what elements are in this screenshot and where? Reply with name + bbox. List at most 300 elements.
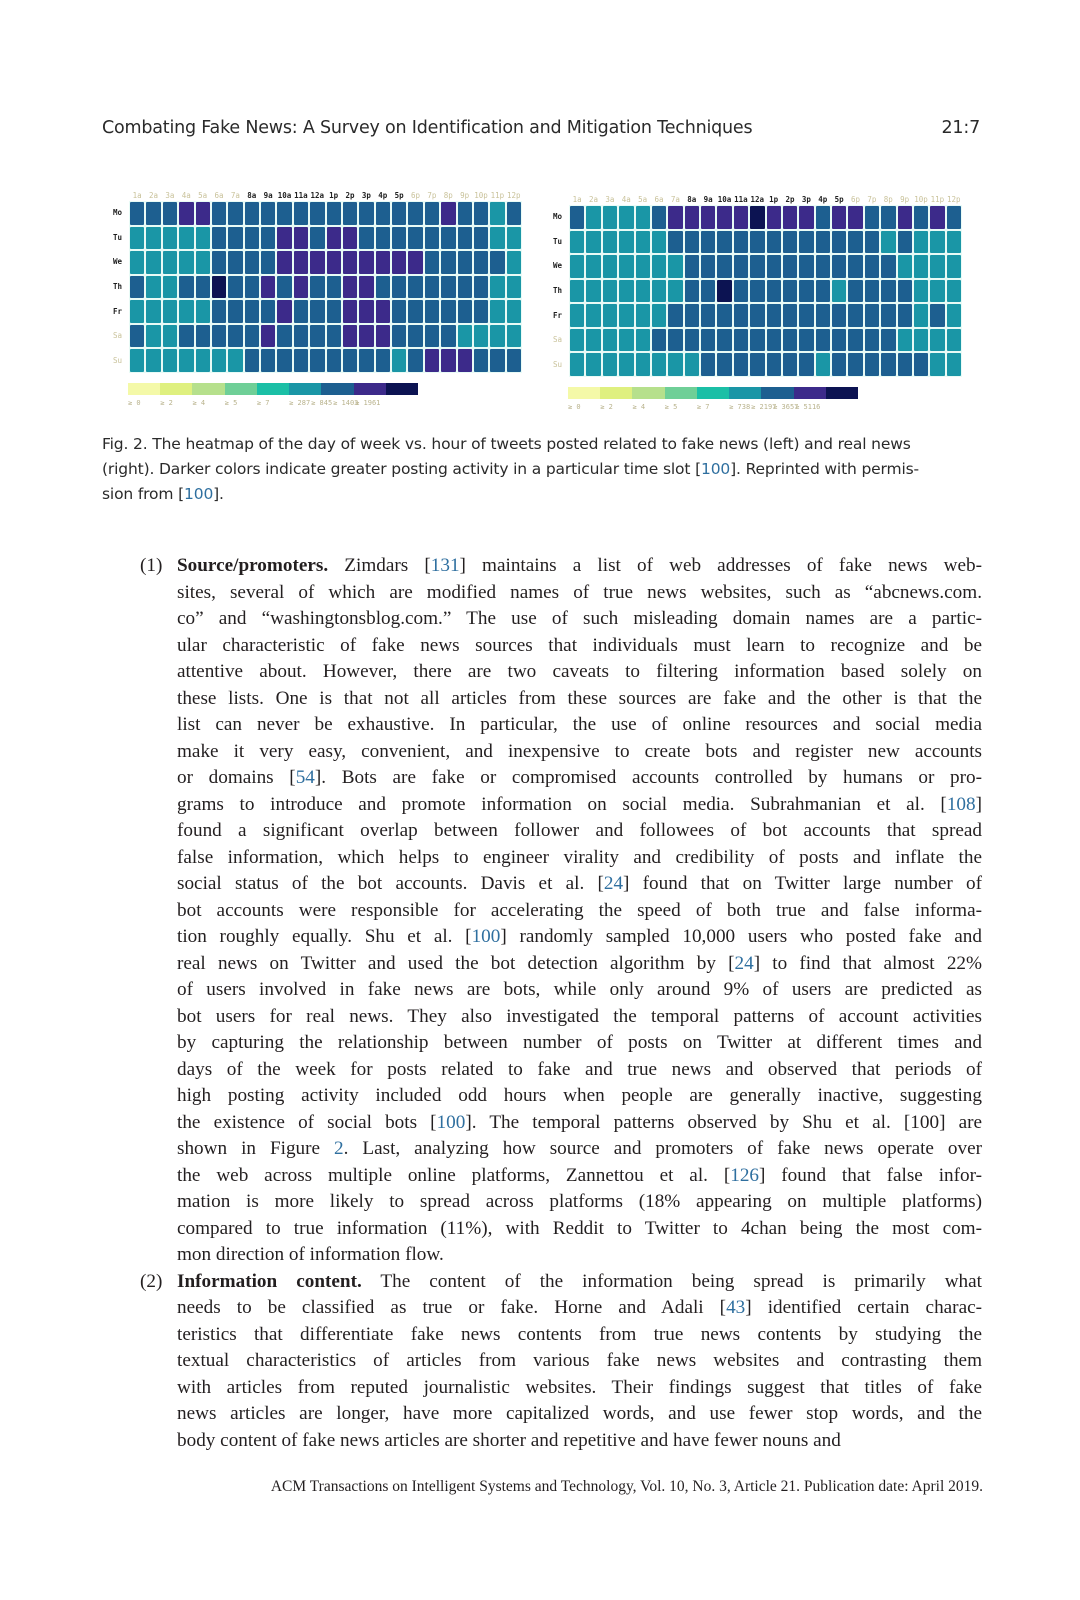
- heatmap-cell: [474, 227, 488, 250]
- heatmap-cell: [767, 353, 781, 376]
- heatmap-cell: [930, 353, 944, 376]
- heatmap-cell: [652, 206, 666, 229]
- heatmap-cell: [783, 231, 797, 254]
- text-line: [177, 898, 982, 925]
- heatmap-cell: [343, 349, 357, 372]
- hour-label: 7p: [427, 191, 437, 200]
- heatmap-cell: [652, 280, 666, 303]
- heatmap-cell: [310, 276, 324, 299]
- heatmap-cell: [799, 353, 813, 376]
- citation-link[interactable]: 100: [700, 460, 731, 478]
- heatmap-cell: [586, 280, 600, 303]
- heatmap-cell: [245, 227, 259, 250]
- heatmap-cell: [586, 231, 600, 254]
- heatmap-cell: [750, 280, 764, 303]
- text: co” and “washingtonsblog.com.” The use of such misleading domain names are a partic-: [177, 608, 982, 629]
- heatmap-cell: [228, 325, 242, 348]
- hour-label: 7a: [230, 191, 240, 200]
- text: The content of the information being spread is primarily what: [361, 1270, 982, 1292]
- heatmap-cell: [734, 280, 748, 303]
- heatmap-cell: [898, 255, 912, 278]
- heatmap-cell: [636, 353, 650, 376]
- heatmap-cell: [816, 329, 830, 352]
- hour-label: 6p: [410, 191, 420, 200]
- heatmap-cell: [816, 255, 830, 278]
- fake-news-heatmap: [113, 186, 533, 416]
- heatmap-cell: [507, 276, 521, 299]
- heatmap-cell: [507, 300, 521, 323]
- heatmap-cell: [586, 206, 600, 229]
- heatmap-cell: [570, 353, 584, 376]
- heatmap-cell: [474, 349, 488, 372]
- hour-label: 9a: [703, 195, 713, 204]
- heatmap-cell: [277, 325, 291, 348]
- text: ] to find that almost 22%: [753, 952, 982, 974]
- heatmap-cell: [799, 280, 813, 303]
- citation-link[interactable]: 126: [730, 1164, 760, 1186]
- heatmap-cell: [261, 300, 275, 323]
- text-line: [177, 871, 982, 898]
- heatmap-cell: [294, 251, 308, 274]
- heatmap-cell: [783, 304, 797, 327]
- heatmap-cell: [376, 276, 390, 299]
- day-label: We: [553, 261, 563, 271]
- hour-label: 10a: [277, 191, 292, 200]
- heatmap-cell: [570, 206, 584, 229]
- heatmap-cell: [734, 255, 748, 278]
- heatmap-cell: [783, 206, 797, 229]
- heatmap-cell: [848, 255, 862, 278]
- caption-text: sion from [: [102, 485, 185, 503]
- heatmap-cell: [458, 276, 472, 299]
- heatmap-cell: [490, 349, 504, 372]
- text-line: [177, 633, 982, 660]
- text-line: [177, 1322, 982, 1349]
- heatmap-cell: [507, 251, 521, 274]
- heatmap-cell: [277, 276, 291, 299]
- heatmap-cell: [750, 353, 764, 376]
- heatmap-cell: [310, 300, 324, 323]
- heatmap-cell: [832, 280, 846, 303]
- legend-label: ≥ 287: [289, 399, 311, 407]
- text: ]: [975, 793, 982, 815]
- heatmap-cell: [408, 300, 422, 323]
- heatmap-cell: [507, 202, 521, 225]
- heatmap-cell: [245, 202, 259, 225]
- citation-link[interactable]: 100: [184, 485, 214, 503]
- heatmap-cell: [458, 349, 472, 372]
- heatmap-cell: [783, 255, 797, 278]
- heatmap-cell: [441, 276, 455, 299]
- text: sites, several of which are modified names of true news websites, such as “abcnews.com.: [177, 581, 982, 603]
- text-line: [177, 845, 982, 872]
- hour-label: 10p: [474, 191, 488, 200]
- legend-swatch: [289, 383, 321, 395]
- heatmap-cell: [310, 349, 324, 372]
- legend-label: ≥ 1403: [333, 399, 359, 407]
- heatmap-cell: [603, 304, 617, 327]
- heatmap-cell: [865, 280, 879, 303]
- heatmap-cell: [881, 329, 895, 352]
- heatmap-cell: [294, 276, 308, 299]
- text-line: [177, 924, 982, 951]
- heatmap-cell: [327, 300, 341, 323]
- heatmap-cell: [359, 276, 373, 299]
- day-label: Tu: [553, 236, 563, 246]
- legend-swatch: [794, 387, 826, 399]
- legend-swatch: [761, 387, 793, 399]
- text: Zimdars [: [328, 555, 431, 576]
- citation-link[interactable]: 43: [726, 1297, 746, 1318]
- heatmap-cell: [474, 300, 488, 323]
- heatmap-cell: [898, 304, 912, 327]
- heatmap-cell: [947, 329, 961, 352]
- heatmap-cell: [228, 276, 242, 299]
- heatmap-cell: [865, 206, 879, 229]
- heatmap-cell: [898, 353, 912, 376]
- legend-label: ≥ 3657: [773, 403, 799, 411]
- text: . Last, analyzing how source and promoters of fake news operate over: [343, 1138, 983, 1159]
- real-news-heatmap: [553, 190, 973, 420]
- text: real news on Twitter and used the bot detection algorithm by [: [177, 952, 735, 974]
- legend-swatch: [354, 383, 386, 395]
- heatmap-cell: [196, 349, 210, 372]
- heatmap-cell: [458, 300, 472, 323]
- text: shown in Figure: [177, 1138, 335, 1159]
- text: ] identified certain charac-: [745, 1297, 982, 1318]
- heatmap-cell: [130, 251, 144, 274]
- heatmap-cell: [767, 231, 781, 254]
- heatmap-cell: [734, 231, 748, 254]
- heatmap-cell: [717, 280, 731, 303]
- heatmap-cell: [570, 329, 584, 352]
- heatmap-cell: [327, 349, 341, 372]
- hour-label: 12a: [310, 191, 324, 200]
- text: by capturing the relationship between number of posts on Twitter at different times and: [177, 1032, 982, 1053]
- hour-label: 8a: [687, 195, 697, 204]
- heatmap-cell: [163, 349, 177, 372]
- heatmap-cell: [163, 202, 177, 225]
- legend-label: ≥ 1961: [355, 399, 381, 407]
- heatmap-cell: [163, 276, 177, 299]
- text-line: [177, 1269, 982, 1296]
- heatmap-cell: [179, 349, 193, 372]
- legend-label: ≥ 7: [256, 399, 270, 407]
- text: grams to introduce and promote information on social media. Subrahmanian et al. [: [177, 793, 947, 815]
- heatmap-cell: [619, 280, 633, 303]
- heatmap-cell: [947, 353, 961, 376]
- heatmap-cell: [767, 329, 781, 352]
- heatmap-cell: [914, 280, 928, 303]
- hour-label: 11p: [930, 195, 945, 204]
- text: found a significant overlap between follower and followees of bot accounts that spread: [177, 820, 982, 841]
- heatmap-cell: [914, 353, 928, 376]
- day-label: We: [113, 257, 123, 267]
- heatmap-cell: [327, 202, 341, 225]
- heatmap-cell: [636, 280, 650, 303]
- text-line: [177, 1375, 982, 1402]
- text-line: [177, 1401, 982, 1428]
- heatmap-cell: [668, 280, 682, 303]
- heatmap-cell: [701, 329, 715, 352]
- figure-2: [0, 0, 1080, 420]
- hour-label: 3a: [605, 195, 615, 204]
- heatmap-cell: [474, 325, 488, 348]
- heatmap-cell: [848, 280, 862, 303]
- legend-swatch: [729, 387, 761, 399]
- heatmap-cell: [245, 251, 259, 274]
- heatmap-cell: [685, 206, 699, 229]
- heatmap-cell: [458, 251, 472, 274]
- heatmap-cell: [619, 206, 633, 229]
- heatmap-cell: [310, 325, 324, 348]
- text: the existence of social bots [: [177, 1111, 437, 1133]
- heatmap-cell: [685, 304, 699, 327]
- citation-link[interactable]: 2: [334, 1138, 344, 1159]
- heatmap-cell: [228, 251, 242, 274]
- heatmap-cell: [343, 300, 357, 323]
- heatmap-cell: [343, 276, 357, 299]
- hour-label: 4p: [378, 191, 388, 200]
- heatmap-cell: [277, 251, 291, 274]
- heatmap-cell: [881, 231, 895, 254]
- heatmap-cell: [277, 300, 291, 323]
- heatmap-cell: [507, 227, 521, 250]
- heatmap-cell: [652, 255, 666, 278]
- heatmap-cell: [343, 202, 357, 225]
- heatmap-cell: [586, 353, 600, 376]
- text: textual characteristics of articles from various fake news websites and contrasting them: [177, 1350, 982, 1371]
- heatmap-cell: [865, 231, 879, 254]
- heatmap-cell: [146, 349, 160, 372]
- heatmap-cell: [245, 276, 259, 299]
- text-line: [177, 1057, 982, 1084]
- heatmap-cell: [507, 325, 521, 348]
- heatmap-cell: [947, 304, 961, 327]
- heatmap-cell: [799, 206, 813, 229]
- heatmap-cell: [603, 280, 617, 303]
- heatmap-cell: [668, 231, 682, 254]
- heatmap-cell: [408, 251, 422, 274]
- text-line: [177, 1295, 982, 1322]
- citation-link[interactable]: 54: [295, 767, 315, 788]
- heatmap-cell: [685, 255, 699, 278]
- heatmap-cell: [474, 251, 488, 274]
- legend-swatch: [192, 383, 224, 395]
- heatmap-cell: [881, 280, 895, 303]
- heatmap-cell: [490, 300, 504, 323]
- heatmap-cell: [212, 202, 226, 225]
- heatmap-cell: [458, 325, 472, 348]
- heatmap-cell: [816, 304, 830, 327]
- heatmap-cell: [474, 276, 488, 299]
- heatmap-cell: [179, 300, 193, 323]
- heatmap-cell: [376, 300, 390, 323]
- heatmap-cell: [767, 206, 781, 229]
- text: needs to be classified as true or fake. Horne and Adali [: [177, 1297, 727, 1318]
- text-line: [177, 1030, 982, 1057]
- heatmap-cell: [717, 255, 731, 278]
- text: these lists. One is that not all articles from these sources are fake and the other is that the: [177, 687, 982, 709]
- hour-label: 10p: [914, 195, 928, 204]
- heatmap-grid: [129, 201, 522, 373]
- heatmap-cell: [507, 349, 521, 372]
- heatmap-cell: [816, 231, 830, 254]
- heatmap-cell: [848, 304, 862, 327]
- heatmap-cell: [212, 325, 226, 348]
- heatmap-cell: [294, 227, 308, 250]
- hour-label: 9p: [460, 191, 470, 200]
- heatmap-cell: [376, 202, 390, 225]
- list-item-heading: Source/promoters.: [177, 555, 329, 576]
- heatmap-cell: [179, 276, 193, 299]
- heatmap-cell: [408, 325, 422, 348]
- heatmap-cell: [146, 276, 160, 299]
- heatmap-cell: [327, 325, 341, 348]
- heatmap-cell: [717, 231, 731, 254]
- heatmap-cell: [586, 255, 600, 278]
- text: false information, which helps to engineer virality and credibility of posts and inflate the: [177, 846, 982, 868]
- heatmap-cell: [619, 353, 633, 376]
- heatmap-cell: [685, 353, 699, 376]
- heatmap-cell: [717, 353, 731, 376]
- text: teristics that differentiate fake news contents from true news contents by studying the: [177, 1323, 982, 1345]
- legend-swatch: [225, 383, 257, 395]
- text: ] found that on Twitter large number of: [623, 873, 982, 894]
- day-label: Fr: [113, 306, 123, 316]
- hour-label: 8p: [883, 195, 893, 204]
- heatmap-cell: [668, 329, 682, 352]
- heatmap-cell: [767, 255, 781, 278]
- day-label: Tu: [113, 232, 123, 242]
- heatmap-cell: [392, 325, 406, 348]
- hour-label: 3a: [165, 191, 175, 200]
- heatmap-cell: [848, 206, 862, 229]
- legend-label: ≥ 4: [192, 399, 206, 407]
- heatmap-cell: [603, 353, 617, 376]
- heatmap-cell: [146, 300, 160, 323]
- heatmap-cell: [425, 251, 439, 274]
- heatmap-cell: [228, 300, 242, 323]
- heatmap-cell: [425, 300, 439, 323]
- heatmap-cell: [832, 353, 846, 376]
- heatmap-cell: [425, 325, 439, 348]
- heatmap-cell: [914, 231, 928, 254]
- heatmap-cell: [717, 206, 731, 229]
- heatmap-cell: [327, 251, 341, 274]
- list-item-number: (2): [140, 1270, 163, 1292]
- text: body content of fake news articles are shorter and repetitive and have fewer nouns and: [177, 1429, 841, 1451]
- citation-link[interactable]: 108: [946, 793, 976, 815]
- heatmap-cell: [865, 255, 879, 278]
- heatmap-cell: [603, 206, 617, 229]
- text-line: [177, 606, 982, 633]
- heatmap-cell: [701, 206, 715, 229]
- heatmap-cell: [832, 206, 846, 229]
- citation-link[interactable]: 100: [471, 926, 501, 947]
- hour-label: 3p: [801, 195, 811, 204]
- heatmap-cell: [570, 255, 584, 278]
- color-legend: [128, 383, 418, 395]
- heatmap-cell: [196, 325, 210, 348]
- citation-link[interactable]: 24: [734, 952, 754, 974]
- text-line: [177, 818, 982, 845]
- hour-label: 8p: [443, 191, 453, 200]
- heatmap-cell: [245, 300, 259, 323]
- hour-label: 11a: [294, 191, 308, 200]
- heatmap-cell: [163, 251, 177, 274]
- heatmap-cell: [636, 304, 650, 327]
- heatmap-cell: [376, 227, 390, 250]
- heatmap-cell: [930, 329, 944, 352]
- legend-swatch: [697, 387, 729, 399]
- list-item: [140, 1269, 982, 1455]
- heatmap-cell: [750, 231, 764, 254]
- hour-label: 11a: [734, 195, 748, 204]
- heatmap-cell: [947, 231, 961, 254]
- hour-label: 7a: [670, 195, 680, 204]
- heatmap-cell: [212, 349, 226, 372]
- heatmap-cell: [652, 231, 666, 254]
- heatmap-cell: [701, 353, 715, 376]
- heatmap-cell: [570, 280, 584, 303]
- citation-link[interactable]: 24: [603, 873, 624, 894]
- hour-label: 11p: [490, 191, 505, 200]
- hour-label: 9p: [900, 195, 910, 204]
- legend-label: ≥ 845: [311, 399, 333, 407]
- heatmap-cell: [130, 202, 144, 225]
- page-number: 21:7: [941, 118, 980, 138]
- heatmap-cell: [294, 202, 308, 225]
- legend-swatch: [632, 387, 664, 399]
- text: ] found that false infor-: [759, 1164, 982, 1186]
- heatmap-cell: [359, 325, 373, 348]
- heatmap-cell: [750, 304, 764, 327]
- citation-link[interactable]: 100: [436, 1111, 466, 1133]
- legend-label: ≥ 2: [600, 403, 613, 411]
- heatmap-cell: [668, 304, 682, 327]
- heatmap-cell: [832, 304, 846, 327]
- legend-label: ≥ 7: [696, 403, 710, 411]
- heatmap-cell: [701, 231, 715, 254]
- heatmap-cell: [228, 349, 242, 372]
- hour-label: 1a: [132, 191, 142, 200]
- heatmap-cell: [930, 231, 944, 254]
- legend-swatch: [665, 387, 697, 399]
- heatmap-cell: [130, 325, 144, 348]
- heatmap-cell: [881, 206, 895, 229]
- heatmap-cell: [196, 300, 210, 323]
- hour-label: 2p: [785, 195, 795, 204]
- heatmap-cell: [734, 206, 748, 229]
- citation-link[interactable]: 131: [430, 555, 460, 576]
- heatmap-cell: [816, 280, 830, 303]
- caption-line: [102, 457, 982, 482]
- heatmap-cell: [130, 276, 144, 299]
- heatmap-cell: [163, 300, 177, 323]
- legend-label: ≥ 2197: [751, 403, 777, 411]
- text-line: [177, 792, 982, 819]
- hour-label: 4a: [181, 191, 191, 200]
- hour-label: 12p: [946, 195, 961, 204]
- legend-label: ≥ 2: [160, 399, 173, 407]
- hour-label: 10a: [717, 195, 732, 204]
- heatmap-cell: [881, 255, 895, 278]
- heatmap-cell: [146, 251, 160, 274]
- legend-label: ≥ 5116: [795, 403, 821, 411]
- legend-label: ≥ 4: [632, 403, 646, 411]
- hour-label: 5a: [638, 195, 648, 204]
